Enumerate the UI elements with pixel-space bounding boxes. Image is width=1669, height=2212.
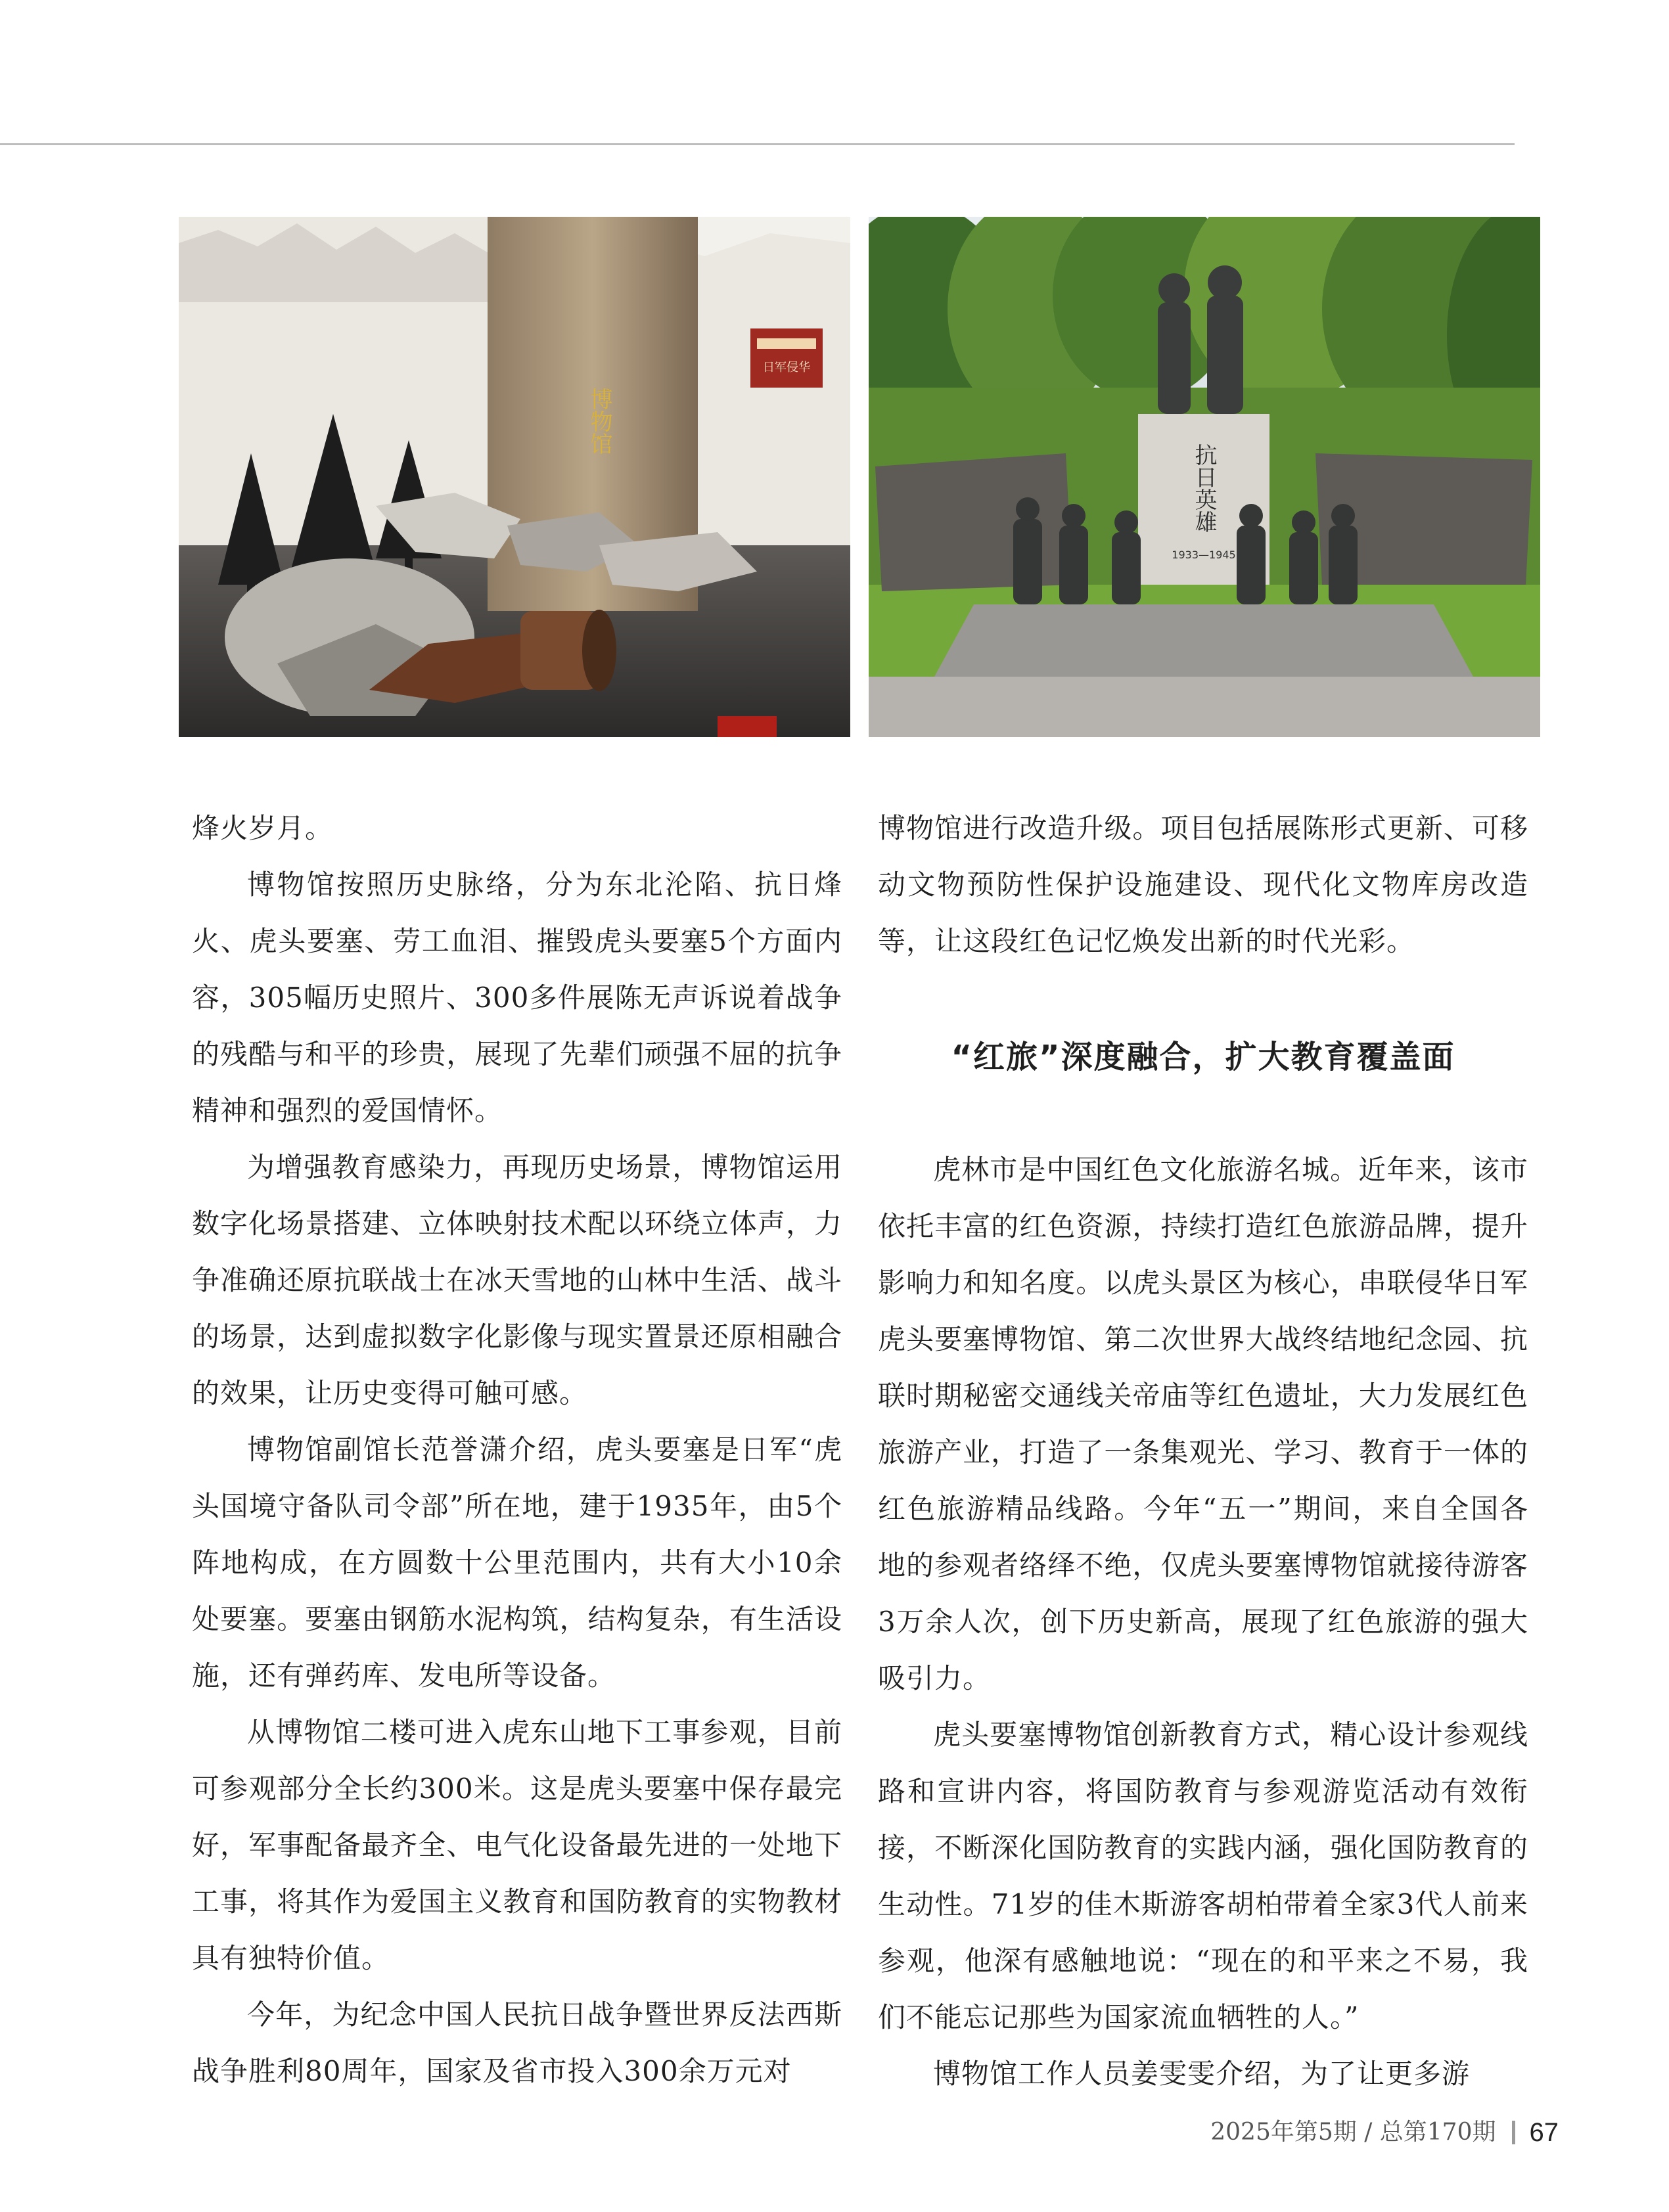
paragraph: 博物馆工作人员姜雯雯介绍，为了让更多游 <box>933 2058 1471 2090</box>
top-rule <box>0 143 1515 145</box>
exhibit-sign-text: 博物馆 <box>586 388 612 455</box>
footer-divider <box>1512 2121 1515 2144</box>
page-footer <box>1210 2114 1559 2151</box>
paragraph: 烽火岁月。 <box>192 812 334 844</box>
monument-years: 1933—1945 <box>1172 549 1236 561</box>
monument-inscription: 抗日英雄 <box>1191 443 1217 533</box>
right-column <box>878 800 1528 2102</box>
section-heading: “红旅”深度融合，扩大教育覆盖面 <box>951 1039 1455 1075</box>
exhibit-banner: 日军侵华 <box>763 361 810 374</box>
paragraph: 今年，为纪念中国人民抗日战争暨世界反法西斯战争胜利80周年，国家及省市投入300余万元对 <box>192 1998 842 2087</box>
paragraph: 虎林市是中国红色文化旅游名城。近年来，该市依托丰富的红色资源，持续打造红色旅游品牌，提升影响力和知名度。以虎头景区为核心，串联侵华日军虎头要塞博物馆、第二次世界大战终结地纪念园、抗联时期秘密交通线关帝庙等红色遗址，大力发展红色旅游产业，打造了一条集观光、学习、教育于一体的红色旅游精品线路。今年“五一”期间，来自全国各地的参观者络绎不绝，仅虎头要塞博物馆就接待游客3万余人次，创下历史新高，展现了红色旅游的强大吸引力。 <box>878 1154 1528 1694</box>
paragraph: 博物馆进行改造升级。项目包括展陈形式更新、可移动文物预防性保护设施建设、现代化文物库房改造等，让这段红色记忆焕发出新的时代光彩。 <box>878 812 1528 957</box>
paragraph: 从博物馆二楼可进入虎东山地下工事参观，目前可参观部分全长约300米。这是虎头要塞中保存最完好，军事配备最齐全、电气化设备最先进的一处地下工事，将其作为爱国主义教育和国防教育的实物教材具有独特价值。 <box>192 1716 842 1974</box>
paragraph: 博物馆按照历史脉络，分为东北沦陷、抗日烽火、虎头要塞、劳工血泪、摧毁虎头要塞5个方面内容，305幅历史照片、300多件展陈无声诉说着战争的残酷与和平的珍贵，展现了先辈们顽强不屈的抗争精神和强烈的爱国情怀。 <box>192 869 842 1127</box>
monument-photo <box>869 217 1540 737</box>
page-number: 67 <box>1529 2118 1559 2147</box>
paragraph: 虎头要塞博物馆创新教育方式，精心设计参观线路和宣讲内容，将国防教育与参观游览活动有效衔接，不断深化国防教育的实践内涵，强化国防教育的生动性。71岁的佳木斯游客胡柏带着全家3代人前来参观，他深有感触地说：“现在的和平来之不易，我们不能忘记那些为国家流血牺牲的人。” <box>878 1719 1528 2033</box>
issue-info: 2025年第5期 / 总第170期 <box>1210 2119 1496 2146</box>
paragraph: 为增强教育感染力，再现历史场景，博物馆运用数字化场景搭建、立体映射技术配以环绕立体声，力争准确还原抗联战士在冰天雪地的山林中生活、战斗的场景，达到虚拟数字化影像与现实置景还原相融合的效果，让历史变得可触可感。 <box>192 1151 842 1409</box>
left-column <box>192 800 842 2100</box>
museum-exhibit-photo <box>179 217 850 737</box>
paragraph: 博物馆副馆长范誉潇介绍，虎头要塞是日军“虎头国境守备队司令部”所在地，建于1935年，由5个阵地构成，在方圆数十公里范围内，共有大小10余处要塞。要塞由钢筋水泥构筑，结构复杂，有生活设施，还有弹药库、发电所等设备。 <box>192 1433 842 1692</box>
